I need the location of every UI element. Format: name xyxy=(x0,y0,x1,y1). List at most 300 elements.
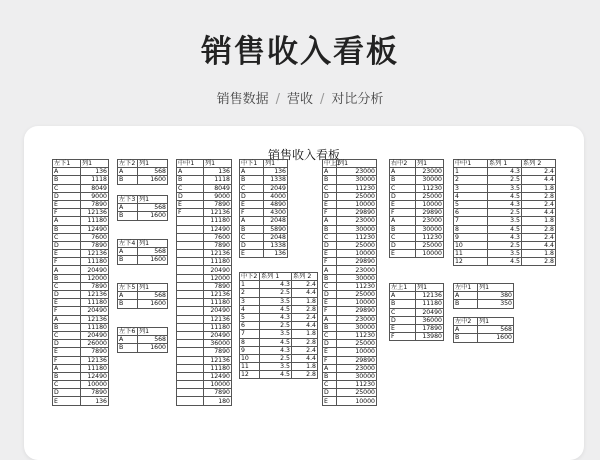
table-cell[interactable]: 30000 xyxy=(337,274,377,282)
table-cell[interactable]: 10000 xyxy=(337,348,377,356)
table-cell[interactable] xyxy=(177,381,204,389)
table-cell[interactable]: E xyxy=(390,200,416,208)
table-cell[interactable]: 29890 xyxy=(416,209,444,217)
table-cell[interactable]: 1.8 xyxy=(522,184,556,192)
table-cell[interactable]: 136 xyxy=(81,397,109,405)
table-cell[interactable]: 11230 xyxy=(337,331,377,339)
table-cell[interactable]: 2.8 xyxy=(292,371,318,379)
table-cell[interactable] xyxy=(177,250,204,258)
table-cell[interactable]: 11230 xyxy=(337,381,377,389)
header-cell[interactable]: 左下2 xyxy=(118,160,138,168)
table-cell[interactable]: 11230 xyxy=(416,233,444,241)
table-cell[interactable]: 2.5 xyxy=(260,322,292,330)
table-cell[interactable]: 4.4 xyxy=(522,241,556,249)
header-cell[interactable]: 列1 xyxy=(138,284,168,292)
table-cell[interactable]: 26000 xyxy=(81,340,109,348)
table-cell[interactable]: 9000 xyxy=(81,192,109,200)
table-cell[interactable]: E xyxy=(53,299,81,307)
table-cell[interactable]: 1118 xyxy=(81,176,109,184)
table-cell[interactable]: 29890 xyxy=(337,307,377,315)
table-cell[interactable]: B xyxy=(390,225,416,233)
table-cell[interactable]: C xyxy=(177,184,204,192)
table-cell[interactable]: 30000 xyxy=(337,225,377,233)
table-cell[interactable]: 12136 xyxy=(81,250,109,258)
table-cell[interactable]: 20490 xyxy=(81,266,109,274)
table-cell[interactable]: B xyxy=(53,323,81,331)
header-cell[interactable]: 列1 xyxy=(138,328,168,336)
table-cell[interactable]: A xyxy=(53,364,81,372)
header-cell[interactable]: 列1 xyxy=(138,240,168,248)
table-cell[interactable]: 2048 xyxy=(264,233,288,241)
header-cell[interactable]: 系列 1 xyxy=(260,273,292,281)
table-cell[interactable]: B xyxy=(454,334,478,342)
table-cell[interactable]: 11 xyxy=(240,363,260,371)
table-cell[interactable]: 3.5 xyxy=(260,330,292,338)
table-cell[interactable]: F xyxy=(53,258,81,266)
table-cell[interactable] xyxy=(177,225,204,233)
table-cell[interactable]: C xyxy=(323,381,337,389)
table-cell[interactable]: C xyxy=(323,184,337,192)
table-cell[interactable]: C xyxy=(323,331,337,339)
table-cell[interactable]: B xyxy=(53,372,81,380)
table-cell[interactable]: A xyxy=(390,292,416,300)
table-cell[interactable]: D xyxy=(390,316,416,324)
table-cell[interactable]: 36000 xyxy=(204,340,232,348)
table-cell[interactable]: E xyxy=(323,200,337,208)
table-cell[interactable]: 2.5 xyxy=(260,354,292,362)
table-cell[interactable]: 11180 xyxy=(81,364,109,372)
table-cell[interactable]: B xyxy=(390,176,416,184)
table-cell[interactable]: A xyxy=(118,248,138,256)
table-cell[interactable]: 25000 xyxy=(416,192,444,200)
table-cell[interactable]: 11180 xyxy=(204,323,232,331)
table-cell[interactable]: D xyxy=(177,192,204,200)
table-cell[interactable]: 3 xyxy=(454,184,488,192)
table-cell[interactable]: 25000 xyxy=(337,241,377,249)
table-cell[interactable]: 12136 xyxy=(416,292,444,300)
table-cell[interactable]: F xyxy=(53,356,81,364)
table-cell[interactable]: 4.4 xyxy=(522,209,556,217)
table-cell[interactable]: 4.4 xyxy=(292,289,318,297)
table-cell[interactable]: A xyxy=(323,266,337,274)
table-cell[interactable]: 11 xyxy=(454,250,488,258)
table-cell[interactable]: 23000 xyxy=(337,168,377,176)
table-cell[interactable]: C xyxy=(53,184,81,192)
table-cell[interactable] xyxy=(177,315,204,323)
header-cell[interactable]: 列1 xyxy=(138,196,168,204)
table-cell[interactable]: D xyxy=(53,389,81,397)
table-cell[interactable]: 20490 xyxy=(81,331,109,339)
table-cell[interactable]: 7600 xyxy=(81,233,109,241)
table-cell[interactable]: 4.5 xyxy=(488,192,522,200)
table-cell[interactable]: 4890 xyxy=(264,200,288,208)
table-cell[interactable]: 180 xyxy=(204,397,232,405)
table-cell[interactable]: C xyxy=(240,233,264,241)
table-cell[interactable]: 9000 xyxy=(204,192,232,200)
table-cell[interactable]: E xyxy=(323,348,337,356)
table-cell[interactable]: B xyxy=(240,176,264,184)
table-cell[interactable]: 11230 xyxy=(337,184,377,192)
table-cell[interactable] xyxy=(177,274,204,282)
table-cell[interactable]: 4.5 xyxy=(260,371,292,379)
table-cell[interactable]: 4.3 xyxy=(488,233,522,241)
table-cell[interactable]: 568 xyxy=(138,168,168,176)
table-cell[interactable]: 10000 xyxy=(337,299,377,307)
table-cell[interactable]: F xyxy=(240,209,264,217)
table-cell[interactable]: D xyxy=(323,192,337,200)
table-cell[interactable]: 20490 xyxy=(204,331,232,339)
table-cell[interactable]: 4.4 xyxy=(292,354,318,362)
table-cell[interactable]: 6 xyxy=(454,209,488,217)
table-cell[interactable]: 30000 xyxy=(337,323,377,331)
table-cell[interactable]: 7890 xyxy=(81,389,109,397)
table-cell[interactable]: 20490 xyxy=(204,307,232,315)
table-cell[interactable]: 4.5 xyxy=(260,305,292,313)
table-cell[interactable]: A xyxy=(454,292,478,300)
table-cell[interactable]: E xyxy=(53,348,81,356)
table-cell[interactable] xyxy=(177,323,204,331)
table-cell[interactable]: 17890 xyxy=(416,324,444,332)
table-cell[interactable]: 568 xyxy=(138,248,168,256)
header-cell[interactable]: 列1 xyxy=(81,160,109,168)
table-cell[interactable]: B xyxy=(53,274,81,282)
table-cell[interactable]: 25000 xyxy=(337,389,377,397)
table-cell[interactable]: E xyxy=(53,250,81,258)
table-cell[interactable]: 12136 xyxy=(204,250,232,258)
table-cell[interactable]: 20490 xyxy=(204,266,232,274)
table-cell[interactable]: 7890 xyxy=(204,200,232,208)
table-cell[interactable] xyxy=(177,364,204,372)
table-cell[interactable] xyxy=(177,397,204,405)
table-cell[interactable]: C xyxy=(240,184,264,192)
table-cell[interactable] xyxy=(177,282,204,290)
table-cell[interactable]: 10000 xyxy=(337,250,377,258)
header-cell[interactable]: 中中1 xyxy=(177,160,204,168)
table-cell[interactable]: D xyxy=(240,192,264,200)
table-cell[interactable]: 1.8 xyxy=(522,250,556,258)
table-cell[interactable]: 136 xyxy=(264,168,288,176)
table-cell[interactable]: F xyxy=(177,209,204,217)
table-cell[interactable]: C xyxy=(53,381,81,389)
header-cell[interactable]: 中下1 xyxy=(240,160,264,168)
table-cell[interactable]: 2.5 xyxy=(260,289,292,297)
table-cell[interactable]: 568 xyxy=(478,326,514,334)
header-cell[interactable]: 中下2 xyxy=(240,273,260,281)
table-cell[interactable]: 3.5 xyxy=(260,363,292,371)
table-cell[interactable]: 4.3 xyxy=(260,281,292,289)
header-cell[interactable]: 列1 xyxy=(337,160,377,168)
table-cell[interactable] xyxy=(177,389,204,397)
table-cell[interactable]: E xyxy=(323,250,337,258)
table-cell[interactable]: 7600 xyxy=(204,233,232,241)
table-cell[interactable]: F xyxy=(390,333,416,341)
table-cell[interactable]: 568 xyxy=(138,292,168,300)
table-cell[interactable]: B xyxy=(118,344,138,352)
table-cell[interactable]: 8049 xyxy=(81,184,109,192)
table-cell[interactable]: 4.5 xyxy=(488,258,522,266)
table-cell[interactable]: B xyxy=(118,256,138,264)
table-cell[interactable]: A xyxy=(323,217,337,225)
table-cell[interactable]: 1338 xyxy=(264,176,288,184)
table-cell[interactable] xyxy=(177,291,204,299)
table-cell[interactable]: 12136 xyxy=(204,315,232,323)
table-cell[interactable]: 2.4 xyxy=(292,281,318,289)
table-cell[interactable]: 11180 xyxy=(204,364,232,372)
table-cell[interactable]: 11180 xyxy=(204,299,232,307)
table-cell[interactable]: 7890 xyxy=(204,241,232,249)
table-cell[interactable]: E xyxy=(240,250,264,258)
table-cell[interactable]: D xyxy=(390,241,416,249)
table-cell[interactable]: 7890 xyxy=(81,348,109,356)
table-cell[interactable]: D xyxy=(53,291,81,299)
table-cell[interactable]: 4.4 xyxy=(522,176,556,184)
table-cell[interactable]: 2.4 xyxy=(522,168,556,176)
table-cell[interactable]: 30000 xyxy=(416,225,444,233)
table-cell[interactable]: 2048 xyxy=(264,217,288,225)
table-cell[interactable] xyxy=(177,331,204,339)
table-cell[interactable]: A xyxy=(53,217,81,225)
table-cell[interactable]: B xyxy=(177,176,204,184)
table-cell[interactable]: E xyxy=(177,200,204,208)
table-cell[interactable]: A xyxy=(240,168,264,176)
table-cell[interactable]: 25000 xyxy=(337,340,377,348)
table-cell[interactable]: A xyxy=(390,217,416,225)
table-cell[interactable]: 11230 xyxy=(337,233,377,241)
table-cell[interactable]: 1600 xyxy=(138,212,168,220)
table-cell[interactable]: 11180 xyxy=(81,299,109,307)
breadcrumb-item-comparison[interactable]: 对比分析 xyxy=(331,92,384,107)
table-cell[interactable]: 1600 xyxy=(138,176,168,184)
table-cell[interactable]: B xyxy=(390,300,416,308)
table-cell[interactable]: C xyxy=(323,233,337,241)
header-cell[interactable]: 左上1 xyxy=(390,284,416,292)
table-cell[interactable]: 1.8 xyxy=(292,330,318,338)
table-cell[interactable]: 11230 xyxy=(416,184,444,192)
table-cell[interactable]: 4300 xyxy=(264,209,288,217)
table-cell[interactable]: 1.8 xyxy=(522,217,556,225)
table-cell[interactable]: 7 xyxy=(454,217,488,225)
table-cell[interactable]: 2.4 xyxy=(292,313,318,321)
table-cell[interactable] xyxy=(177,299,204,307)
table-cell[interactable]: 136 xyxy=(81,168,109,176)
table-cell[interactable]: A xyxy=(118,336,138,344)
breadcrumb-item-sales-data[interactable]: 销售数据 xyxy=(216,92,269,107)
table-cell[interactable]: F xyxy=(323,307,337,315)
table-cell[interactable]: 12 xyxy=(240,371,260,379)
table-cell[interactable]: 4.5 xyxy=(260,338,292,346)
header-cell[interactable]: 列1 xyxy=(138,160,168,168)
table-cell[interactable]: 2.8 xyxy=(522,258,556,266)
table-cell[interactable]: D xyxy=(53,340,81,348)
table-cell[interactable]: 2.4 xyxy=(292,346,318,354)
table-cell[interactable] xyxy=(177,356,204,364)
table-cell[interactable]: 7890 xyxy=(81,241,109,249)
table-cell[interactable]: 2.8 xyxy=(292,338,318,346)
table-cell[interactable]: 23000 xyxy=(337,315,377,323)
table-cell[interactable]: A xyxy=(118,292,138,300)
table-cell[interactable]: 10000 xyxy=(81,381,109,389)
header-cell[interactable]: 系列 2 xyxy=(522,160,556,168)
table-cell[interactable]: 2 xyxy=(454,176,488,184)
header-cell[interactable]: 列1 xyxy=(264,160,288,168)
table-cell[interactable]: 13980 xyxy=(416,333,444,341)
table-cell[interactable]: 25000 xyxy=(337,291,377,299)
table-cell[interactable]: B xyxy=(53,176,81,184)
table-cell[interactable]: B xyxy=(323,274,337,282)
table-cell[interactable]: 25000 xyxy=(337,192,377,200)
table-cell[interactable]: 12000 xyxy=(204,274,232,282)
breadcrumb-item-revenue[interactable]: 营收 xyxy=(286,92,313,107)
table-cell[interactable]: 12136 xyxy=(81,315,109,323)
table-cell[interactable]: E xyxy=(390,250,416,258)
table-cell[interactable]: 10 xyxy=(454,241,488,249)
table-cell[interactable]: 10000 xyxy=(416,200,444,208)
table-cell[interactable]: E xyxy=(390,324,416,332)
table-cell[interactable]: 3.5 xyxy=(260,297,292,305)
table-cell[interactable]: 9 xyxy=(454,233,488,241)
header-cell[interactable]: 列1 xyxy=(416,160,444,168)
table-cell[interactable]: B xyxy=(240,225,264,233)
table-cell[interactable]: 23000 xyxy=(337,217,377,225)
table-cell[interactable]: 136 xyxy=(204,168,232,176)
table-cell[interactable]: 20490 xyxy=(81,307,109,315)
table-cell[interactable] xyxy=(177,348,204,356)
table-cell[interactable]: A xyxy=(53,315,81,323)
table-cell[interactable]: 10000 xyxy=(337,200,377,208)
table-cell[interactable]: 12490 xyxy=(81,225,109,233)
table-cell[interactable] xyxy=(177,241,204,249)
table-cell[interactable]: 12136 xyxy=(81,356,109,364)
header-cell[interactable]: 左中1 xyxy=(454,284,478,292)
header-cell[interactable]: 列1 xyxy=(478,318,514,326)
table-cell[interactable]: 4 xyxy=(240,305,260,313)
table-cell[interactable]: 23000 xyxy=(416,168,444,176)
table-cell[interactable]: 3.5 xyxy=(488,184,522,192)
table-cell[interactable]: 23000 xyxy=(416,217,444,225)
header-cell[interactable]: 列1 xyxy=(416,284,444,292)
table-cell[interactable]: 3 xyxy=(240,297,260,305)
table-cell[interactable]: 8 xyxy=(240,338,260,346)
table-cell[interactable]: 5 xyxy=(240,313,260,321)
table-cell[interactable]: 4.3 xyxy=(260,313,292,321)
table-cell[interactable]: 12490 xyxy=(204,372,232,380)
table-cell[interactable]: 10 xyxy=(240,354,260,362)
table-cell[interactable]: 7890 xyxy=(81,282,109,290)
table-cell[interactable]: 2.5 xyxy=(488,241,522,249)
table-cell[interactable]: A xyxy=(118,204,138,212)
table-cell[interactable]: E xyxy=(240,200,264,208)
table-cell[interactable]: A xyxy=(53,168,81,176)
table-cell[interactable]: E xyxy=(53,397,81,405)
table-cell[interactable]: 8049 xyxy=(204,184,232,192)
table-cell[interactable]: 4.3 xyxy=(260,346,292,354)
table-cell[interactable]: 4.5 xyxy=(488,225,522,233)
table-cell[interactable]: 12136 xyxy=(81,291,109,299)
table-cell[interactable] xyxy=(177,233,204,241)
table-cell[interactable]: 1.8 xyxy=(292,297,318,305)
table-cell[interactable]: E xyxy=(53,200,81,208)
header-cell[interactable]: 中中1 xyxy=(454,160,488,168)
table-cell[interactable]: B xyxy=(118,212,138,220)
table-cell[interactable]: 1.8 xyxy=(292,363,318,371)
header-cell[interactable]: 中上1 xyxy=(324,160,341,168)
table-cell[interactable]: 36000 xyxy=(416,316,444,324)
table-cell[interactable]: 2.8 xyxy=(522,192,556,200)
table-cell[interactable]: 1338 xyxy=(264,241,288,249)
table-cell[interactable]: 11180 xyxy=(81,258,109,266)
table-cell[interactable]: 29890 xyxy=(337,258,377,266)
table-cell[interactable]: B xyxy=(323,372,337,380)
table-cell[interactable]: C xyxy=(323,282,337,290)
table-cell[interactable]: 4.4 xyxy=(292,322,318,330)
header-cell[interactable]: 右中2 xyxy=(390,160,416,168)
table-cell[interactable]: C xyxy=(390,308,416,316)
table-cell[interactable]: 568 xyxy=(138,204,168,212)
table-cell[interactable] xyxy=(177,258,204,266)
table-cell[interactable]: B xyxy=(118,300,138,308)
header-cell[interactable]: 左下1 xyxy=(53,160,81,168)
table-cell[interactable]: 380 xyxy=(478,292,514,300)
header-cell[interactable]: 左下6 xyxy=(118,328,138,336)
table-cell[interactable] xyxy=(177,266,204,274)
table-cell[interactable]: 11230 xyxy=(337,282,377,290)
table-cell[interactable]: A xyxy=(118,168,138,176)
table-cell[interactable]: F xyxy=(323,258,337,266)
table-cell[interactable]: 6 xyxy=(240,322,260,330)
table-cell[interactable]: 23000 xyxy=(337,364,377,372)
table-cell[interactable]: 12136 xyxy=(204,209,232,217)
table-cell[interactable]: C xyxy=(390,184,416,192)
table-cell[interactable]: D xyxy=(390,192,416,200)
table-cell[interactable]: D xyxy=(323,340,337,348)
table-cell[interactable]: A xyxy=(454,326,478,334)
table-cell[interactable]: C xyxy=(390,233,416,241)
header-cell[interactable]: 列1 xyxy=(204,160,232,168)
table-cell[interactable]: F xyxy=(390,209,416,217)
table-cell[interactable] xyxy=(177,307,204,315)
header-cell[interactable]: 列1 xyxy=(478,284,514,292)
table-cell[interactable]: 12490 xyxy=(204,225,232,233)
table-cell[interactable]: 2.8 xyxy=(292,305,318,313)
table-cell[interactable]: A xyxy=(240,217,264,225)
table-cell[interactable]: 25000 xyxy=(416,241,444,249)
table-cell[interactable]: 30000 xyxy=(337,176,377,184)
table-cell[interactable]: 23000 xyxy=(337,266,377,274)
table-cell[interactable]: F xyxy=(323,209,337,217)
table-cell[interactable]: 11180 xyxy=(416,300,444,308)
header-cell[interactable]: 系列 2 xyxy=(292,273,318,281)
table-cell[interactable]: C xyxy=(53,233,81,241)
table-cell[interactable]: 4.3 xyxy=(488,200,522,208)
table-cell[interactable]: 11180 xyxy=(81,217,109,225)
table-cell[interactable]: A xyxy=(53,266,81,274)
table-cell[interactable]: D xyxy=(323,291,337,299)
table-cell[interactable]: F xyxy=(323,356,337,364)
header-cell[interactable]: 左下4 xyxy=(118,240,138,248)
table-cell[interactable]: 4 xyxy=(454,192,488,200)
table-cell[interactable]: B xyxy=(53,225,81,233)
table-cell[interactable]: 2 xyxy=(240,289,260,297)
table-cell[interactable]: B xyxy=(118,176,138,184)
table-cell[interactable]: B xyxy=(323,176,337,184)
table-cell[interactable]: D xyxy=(53,192,81,200)
table-cell[interactable]: 12 xyxy=(454,258,488,266)
table-cell[interactable]: A xyxy=(177,168,204,176)
header-cell[interactable]: 左中2 xyxy=(454,318,478,326)
table-cell[interactable]: 5890 xyxy=(264,225,288,233)
header-cell[interactable]: 系列 1 xyxy=(488,160,522,168)
table-cell[interactable]: D xyxy=(53,241,81,249)
